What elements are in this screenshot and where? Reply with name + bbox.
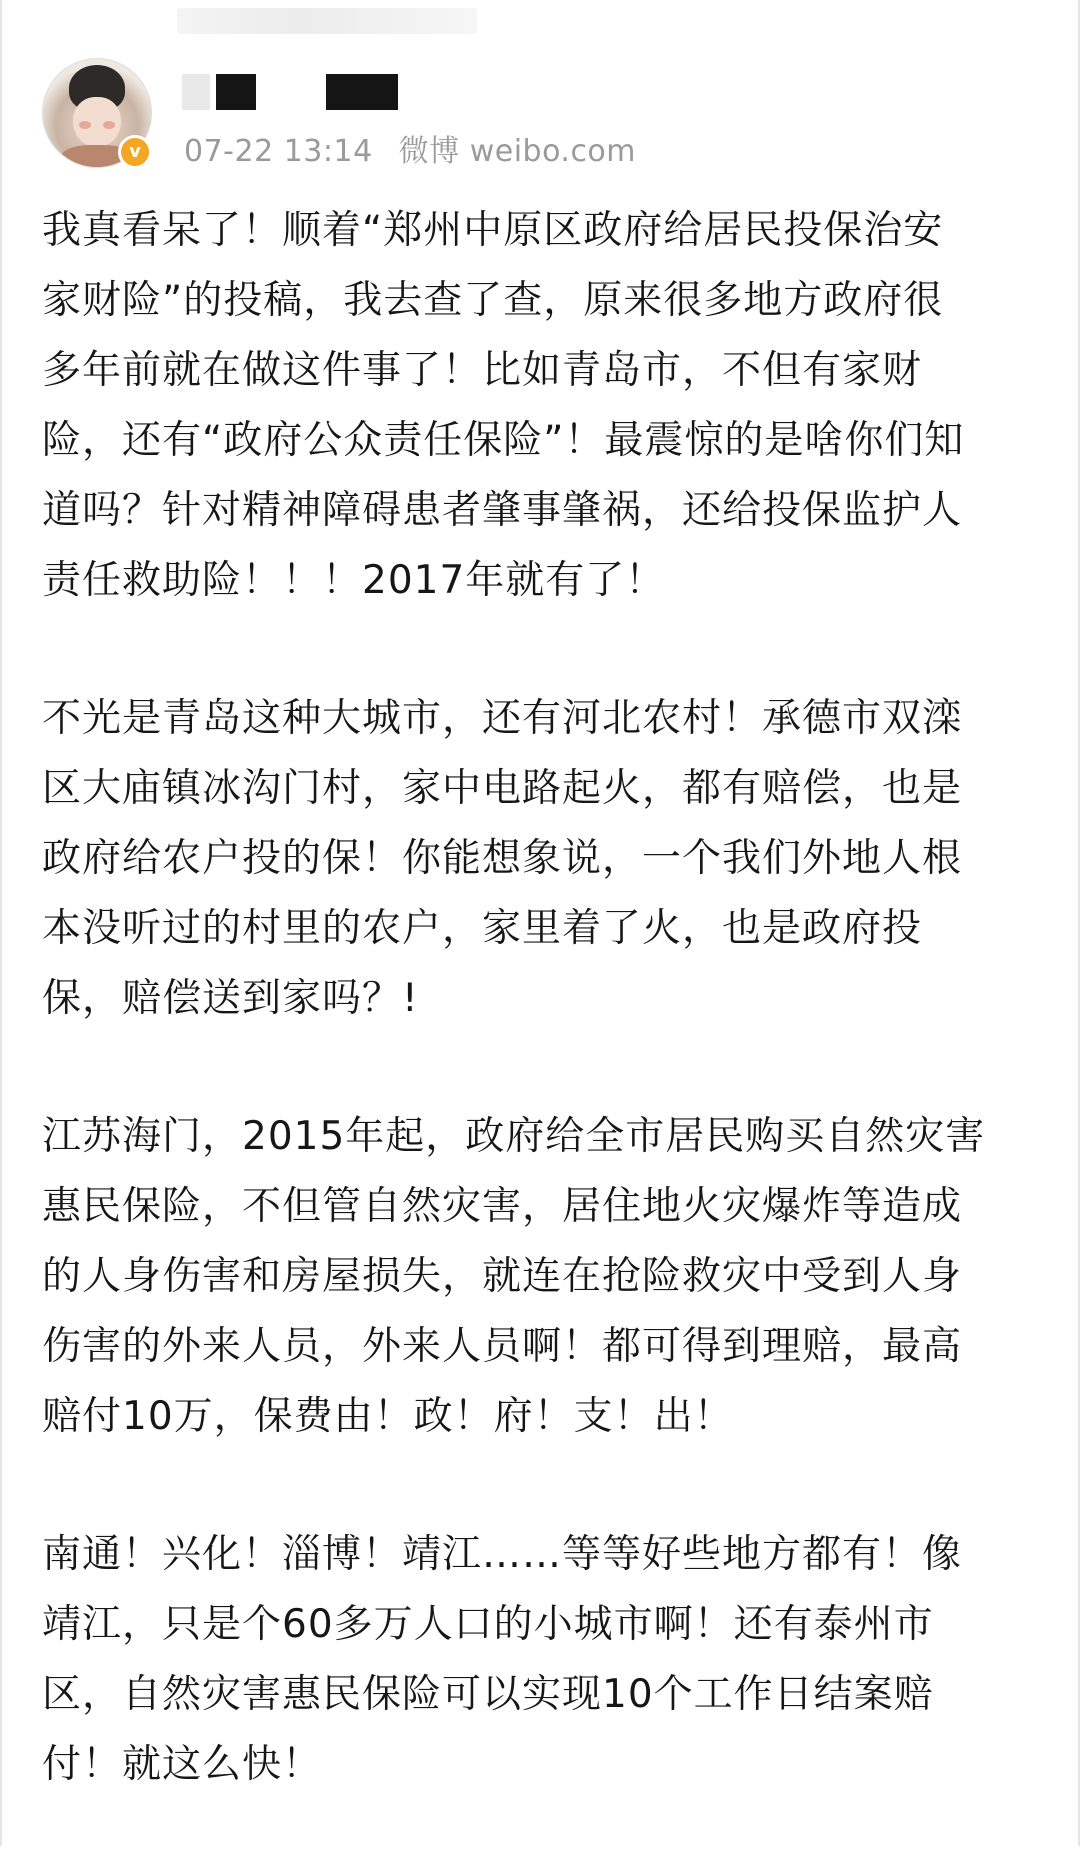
verified-badge-icon: v — [118, 135, 152, 169]
username-redaction-light — [182, 74, 210, 110]
avatar-cheek-left — [79, 121, 91, 129]
post-paragraph-1: 我真看呆了！顺着“郑州中原区政府给居民投保治安 家财险”的投稿，我去查了查，原来很多地方政府很 多年前就在做这件事了！比如青岛市，不但有家财 险，还有“政府公众责任保险”！最震惊的是啥你们知 道吗？针对精神障碍患者肇事肇祸，还给投保监护人 责任救助险！！！2017年就有了！ — [42, 208, 965, 603]
post-header — [2, 0, 1080, 180]
username-redaction-dark — [216, 74, 256, 110]
username-redaction-dark-2 — [326, 74, 398, 110]
post-paragraph-3: 江苏海门，2015年起，政府给全市居民购买自然灾害 惠民保险，不但管自然灾害，居住地火灾爆炸等造成 的人身伤害和房屋损失，就连在抢险救灾中受到人身 伤害的外来人员，外来人员啊！都可得到理赔，最高 赔付10万，保费由！政！府！支！出！ — [42, 1114, 986, 1439]
post-body — [42, 196, 1046, 1868]
avatar-cheek-right — [103, 121, 115, 129]
post-paragraph-2: 不光是青岛这种大城市，还有河北农村！承德市双滦 区大庙镇冰沟门村，家中电路起火，都有赔偿，也是 政府给农户投的保！你能想象说，一个我们外地人根 本没听过的村里的农户，家里着了火，也是政府投 保，赔偿送到家吗？! — [42, 696, 963, 1021]
post-paragraph-4: 南通！兴化！淄博！靖江……等等好些地方都有！像 靖江，只是个60多万人口的小城市啊！还有泰州市 区，自然灾害惠民保险可以实现10个工作日结案赔 付！就这么快！ — [42, 1532, 963, 1787]
post-source[interactable]: 微博 weibo.com — [398, 134, 637, 169]
post-meta — [184, 126, 662, 170]
post-timestamp: 07-22 13:14 — [184, 134, 373, 169]
